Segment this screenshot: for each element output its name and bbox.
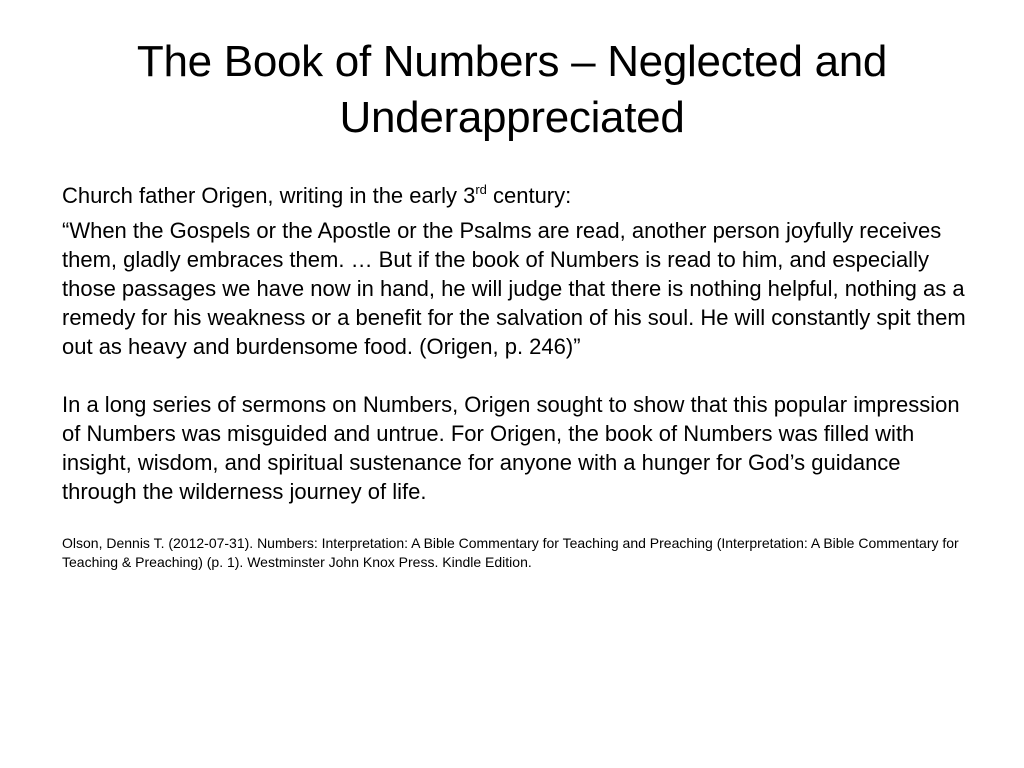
origen-quote: “When the Gospels or the Apostle or the Psalms are read, another person joyfully receives them, gladly embraces them. … But if the book of Numbers is read to him, and especially those passages we have now in hand, he will judge that there is nothing helpful, nothing as a remedy for his weakness or a benefit for the salvation of his soul. He will constantly spit them out as heavy and burdensome food. (Origen, p. 246)” — [62, 218, 966, 359]
slide-title: The Book of Numbers – Neglected and Underappreciated — [136, 37, 888, 142]
intro-superscript: rd — [475, 182, 487, 197]
intro-line — [62, 181, 972, 211]
intro-suffix: century: — [486, 183, 572, 208]
slide-body — [62, 181, 972, 572]
citation: Olson, Dennis T. (2012-07-31). Numbers: Interpretation: A Bible Commentary for Teaching and Preaching (Interpretation: A Bible Commentary for Teaching & Preaching) (p. 1). Westminster John Knox Press. Kindle Edition. — [62, 535, 959, 570]
sermons-paragraph: In a long series of sermons on Numbers, Origen sought to show that this popular impression of Numbers was misguided and untrue. For Origen, the book of Numbers was filled with insight, wisdom, and spiritual sustenance for anyone with a hunger for God’s guidance through the wilderness journey of life. — [62, 392, 960, 504]
intro-prefix: Church father Origen, writing in the early 3 — [62, 183, 476, 208]
